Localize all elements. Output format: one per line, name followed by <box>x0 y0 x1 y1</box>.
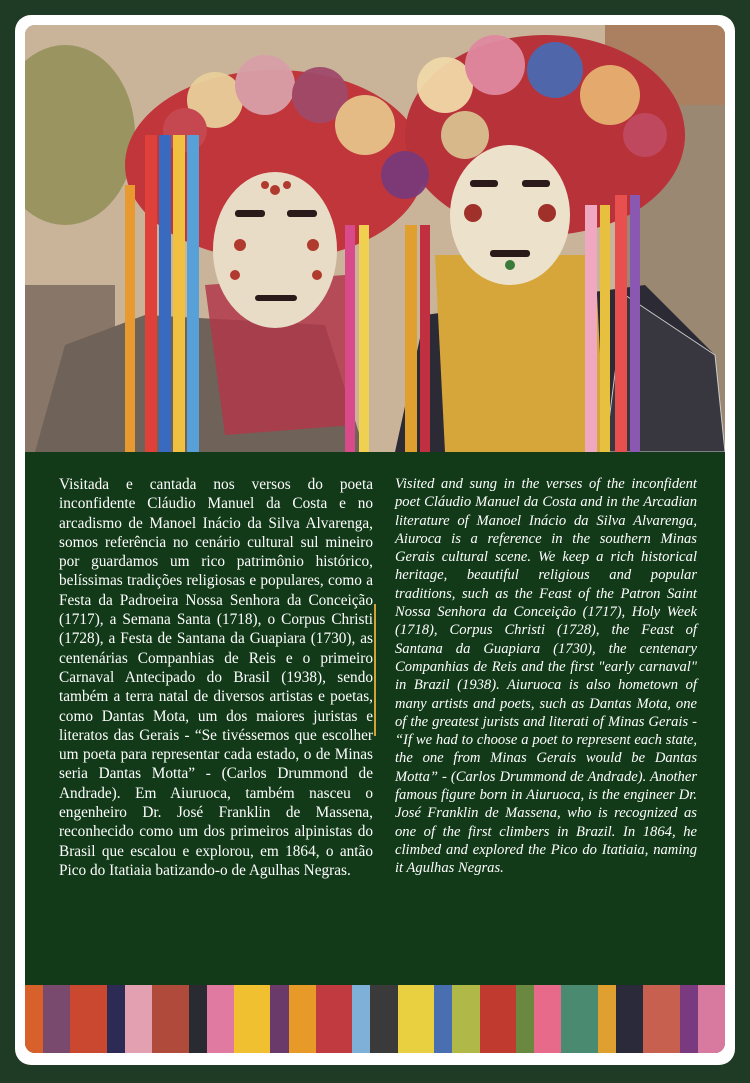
ribbon <box>25 985 43 1053</box>
ribbon <box>107 985 125 1053</box>
masked-folk-dancers-photo <box>25 25 725 452</box>
ribbon <box>207 985 234 1053</box>
ribbon <box>452 985 479 1053</box>
ribbon <box>398 985 434 1053</box>
ribbon <box>43 985 70 1053</box>
portuguese-text: Visitada e cantada nos versos do poeta inconfidente Cláudio Manuel da Costa e no arcadismo de Manoel Inácio da Silva Alvarenga, somos referência no cenário cultural sul mineiro por guardamos um rico patrimônio histórico, belíssimas tradições religiosas e populares, como a Festa da Padroeira Nossa Senhora da Conceição (1717), a Semana Santa (1718), o Corpus Christi (1728), a Festa de Santana da Guapiara (1730), as centenárias Companhias de Reis e o primeiro Carnaval Antecipado do Brasil (1938), sendo também a terra natal de diversos artistas e poetas, como Dantas Mota, um dos maiores juristas e literatos das Gerais - “Se tivéssemos que escolher um poeta para representar cada estado, o de Minas seria Dantas Motta” - (Carlos Drummond de Andrade). Em Aiuruoca, também nasceu o engenheiro Dr. José Franklin de Massena, reconhecido como um dos primeiros alpinistas do Brasil que escalou e explorou, em 1864, o antão Pico do Itatiaia batizando-o de Agulhas Negras. <box>59 476 373 879</box>
ribbon <box>534 985 561 1053</box>
ribbons-strip <box>25 985 725 1053</box>
ribbon <box>561 985 597 1053</box>
ribbon <box>152 985 188 1053</box>
ribbon <box>189 985 207 1053</box>
english-text: Visited and sung in the verses of the inconfident poet Cláudio Manuel da Costa and in the Arcadian literature of Manoel Inácio da Silva Alvarenga, Aiuroca is a reference in the southern Minas Gerais cultural scene. We keep a rich historical heritage, beautiful religious and popular traditions, such as the Feast of the Patron Saint Nossa Senhora da Conceição (1717), Holy Week (1718), Corpus Christi (1728), the Feast of Santana da Guapiara (1730), the centenary Companhias de Reis and the first "early carnaval" in Brazil (1938). Aiuruoca is also hometown of many artists and poets, such as Dantas Mota, one of the greatest jurists and literati of Minas Gerais - “If we had to choose a poet to represent each state, the one from Minas Gerais would be Dantas Motta” - (Carlos Drummond de Andrade). Another famous figure born in Aiuruoca, is the engineer Dr. José Franklin de Massena, who is recognized as one of the first climbers in Brazil. In 1864, he climbed and explored the Pico do Itatiaia, naming it Agulhas Negras. <box>395 476 697 877</box>
ribbon <box>370 985 397 1053</box>
photo-illustration <box>25 25 725 452</box>
ribbon <box>289 985 316 1053</box>
ribbon <box>598 985 616 1053</box>
ribbon <box>316 985 352 1053</box>
brochure-card <box>25 25 725 1053</box>
ribbon <box>516 985 534 1053</box>
ribbon <box>616 985 643 1053</box>
ribbon <box>698 985 725 1053</box>
ribbon <box>643 985 679 1053</box>
ribbon <box>434 985 452 1053</box>
ribbon <box>480 985 516 1053</box>
column-divider <box>374 604 376 736</box>
ribbon <box>234 985 270 1053</box>
ribbon <box>352 985 370 1053</box>
ribbon <box>125 985 152 1053</box>
ribbon <box>70 985 106 1053</box>
ribbon <box>270 985 288 1053</box>
ribbon <box>680 985 698 1053</box>
text-panel <box>25 452 725 985</box>
